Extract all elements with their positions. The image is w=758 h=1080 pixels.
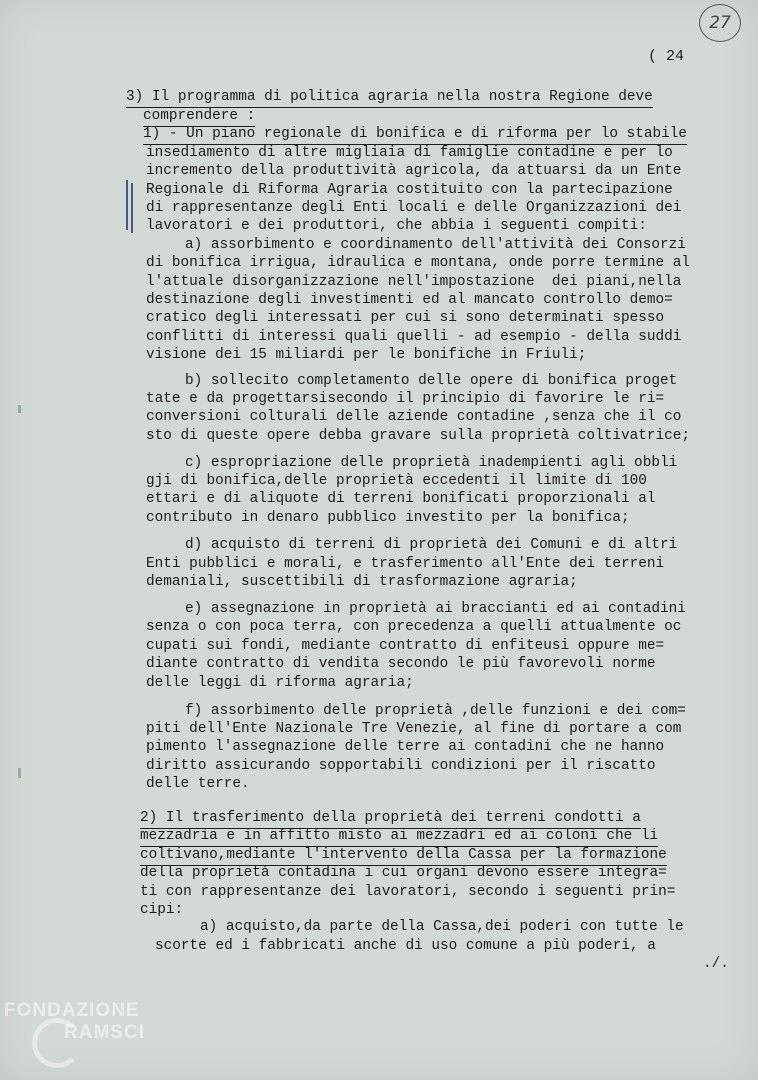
text-line: piti dell'Ente Nazionale Tre Venezie, al fine di portare a com xyxy=(146,721,682,737)
fondazione-gramsci-watermark: FONDAZIONE RAMSCI xyxy=(4,1000,194,1072)
text-line: b) sollecito completamento delle opere di bonifica proget xyxy=(185,373,678,389)
text-line: 3) Il programma di politica agraria nella nostra Regione deve xyxy=(126,87,653,108)
text-line: e) assegnazione in proprietà ai braccianti ed ai contadini xyxy=(185,601,686,617)
text-line: cratico degli interessati per cui si sono determinati spesso xyxy=(146,310,665,326)
text-line: demaniali, suscettibili di trasformazione agraria; xyxy=(146,574,578,590)
text-line: c) espropriazione delle proprietà inadempienti agli obbli xyxy=(185,455,678,471)
text-line: della proprietà contadina i cui organi devono essere integra= xyxy=(140,865,667,881)
text-line: tate e da progettarsisecondo il principio di favorire le ri= xyxy=(146,391,665,407)
text-line: di bonifica irrigua, idraulica e montana, onde porre termine al xyxy=(146,255,691,271)
text-line: ./. xyxy=(703,956,729,972)
text-line: Enti pubblici e morali, e trasferimento all'Ente dei terreni xyxy=(146,556,665,572)
margin-mark xyxy=(126,180,134,230)
text-line: sto di queste opere debba gravare sulla proprietà coltivatrice; xyxy=(146,428,691,444)
text-line: d) acquisto di terreni di proprietà dei Comuni e di altri xyxy=(185,537,678,553)
text-line: 1) - Un piano regionale di bonifica e di riforma per lo stabile xyxy=(143,124,687,145)
text-line: conversioni colturali delle aziende contadine ,senza che il co xyxy=(146,409,682,425)
text-line: ti con rappresentanze dei lavoratori, secondo i seguenti prin= xyxy=(140,884,676,900)
text-line: comprendere : xyxy=(143,106,255,127)
text-line: lavoratori e dei produttori, che abbia i seguenti compiti: xyxy=(146,218,647,234)
text-line: conflitti di interessi quali quelli - ad esempio - della suddi xyxy=(146,329,682,345)
text-line: insediamento di altre migliaia di famiglie contadine e per lo xyxy=(146,145,673,161)
text-line: f) assorbimento delle proprietà ,delle funzioni e dei com= xyxy=(185,703,686,719)
text-line: destinazione degli investimenti ed al mancato controllo demo= xyxy=(146,292,673,308)
text-line: a) assorbimento e coordinamento dell'attività dei Consorzi xyxy=(185,237,686,253)
text-line: Regionale di Riforma Agraria costituito con la partecipazione xyxy=(146,182,673,198)
text-line: mezzadria e in affitto misto ai mezzadri ed ai coloni che li xyxy=(140,826,658,847)
text-line: l'attuale disorganizzazione nell'impostazione dei piani,nella xyxy=(146,274,682,290)
text-line: senza o con poca terra, con precedenza a quelli attualmente oc xyxy=(146,619,682,635)
text-line: ettari e di aliquote di terreni bonificati proporzionali al xyxy=(146,491,656,507)
text-line: pimento l'assegnazione delle terre ai contadini che ne hanno xyxy=(146,739,665,755)
scan-mark xyxy=(18,768,21,778)
scan-mark xyxy=(18,405,21,413)
text-line: cipi: xyxy=(140,902,184,918)
text-line: coltivano,mediante l'intervento della Cassa per la formazione xyxy=(140,845,667,866)
text-line: scorte ed i fabbricati anche di uso comune a più poderi, a xyxy=(155,938,656,954)
text-line: a) acquisto,da parte della Cassa,dei poderi con tutte le xyxy=(200,919,684,935)
text-line: incremento della produttività agricola, da attuarsi da un Ente xyxy=(146,163,682,179)
text-line: di rappresentanze degli Enti locali e delle Organizzazioni dei xyxy=(146,200,682,216)
text-line: visione dei 15 miliardi per le bonifiche in Friuli; xyxy=(146,347,587,363)
text-line: diante contratto di vendita secondo le più favorevoli norme xyxy=(146,656,656,672)
text-line: diritto assicurando sopportabili condizioni per il riscatto xyxy=(146,758,656,774)
text-line: contributo in denaro pubblico investito per la bonifica; xyxy=(146,510,630,526)
text-line: delle leggi di riforma agraria; xyxy=(146,675,414,691)
page-number: ( 24 xyxy=(648,48,685,65)
text-line: delle terre. xyxy=(146,776,250,792)
text-line: gji di bonifica,delle proprietà eccedenti il limite di 100 xyxy=(146,473,647,489)
text-line: cupati sui fondi, mediante contratto di enfiteusi oppure me= xyxy=(146,638,665,654)
text-line: 2) Il trasferimento della proprietà dei terreni condotti a xyxy=(140,808,641,829)
archive-number-stamp: 27 xyxy=(699,4,741,42)
